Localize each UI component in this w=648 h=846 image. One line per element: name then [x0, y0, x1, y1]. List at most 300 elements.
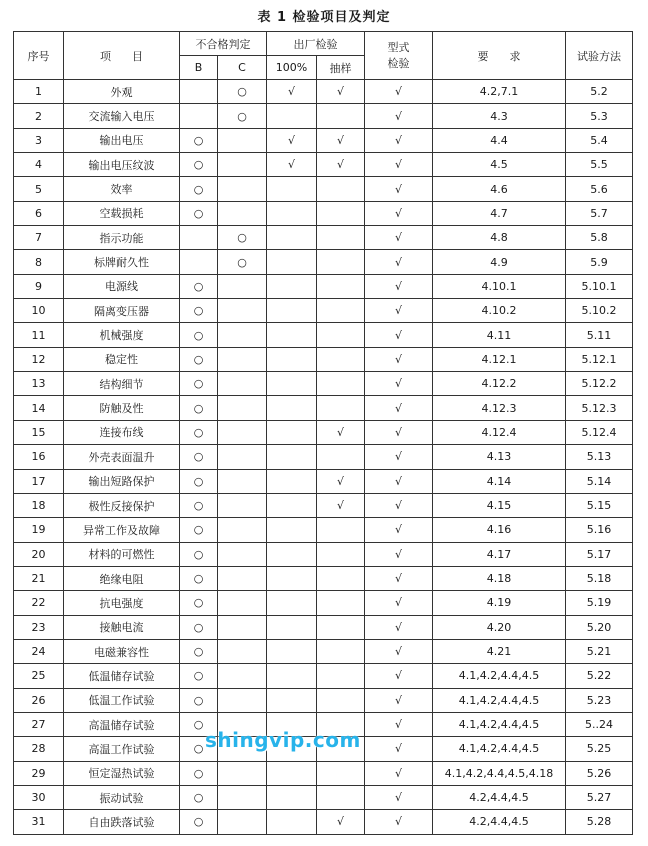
cell-seq: 1: [14, 80, 64, 104]
cell-factory-sample: [317, 761, 365, 785]
cell-type-inspection: √: [365, 737, 433, 761]
cell-factory-sample: [317, 542, 365, 566]
cell-item: 标牌耐久性: [64, 250, 180, 274]
header-defect-judgment: 不合格判定: [180, 32, 267, 56]
cell-defect-b: ○: [180, 372, 218, 396]
cell-factory-sample: √: [317, 80, 365, 104]
cell-test-method: 5.14: [566, 469, 633, 493]
cell-requirement: 4.9: [433, 250, 566, 274]
cell-defect-c: [218, 323, 267, 347]
cell-factory-100: [267, 274, 317, 298]
cell-type-inspection: √: [365, 615, 433, 639]
cell-defect-b: ○: [180, 323, 218, 347]
cell-factory-100: [267, 177, 317, 201]
cell-requirement: 4.12.1: [433, 347, 566, 371]
cell-seq: 26: [14, 688, 64, 712]
cell-type-inspection: √: [365, 566, 433, 590]
cell-type-inspection: √: [365, 323, 433, 347]
cell-defect-b: ○: [180, 712, 218, 736]
cell-factory-100: [267, 761, 317, 785]
cell-defect-c: [218, 469, 267, 493]
cell-type-inspection: √: [365, 177, 433, 201]
cell-factory-sample: [317, 274, 365, 298]
cell-type-inspection: √: [365, 104, 433, 128]
cell-factory-sample: [317, 347, 365, 371]
cell-test-method: 5.18: [566, 566, 633, 590]
cell-test-method: 5.2: [566, 80, 633, 104]
cell-test-method: 5.16: [566, 518, 633, 542]
cell-seq: 12: [14, 347, 64, 371]
cell-test-method: 5.10.2: [566, 299, 633, 323]
cell-seq: 23: [14, 615, 64, 639]
cell-requirement: 4.6: [433, 177, 566, 201]
cell-factory-sample: [317, 566, 365, 590]
cell-item: 输出电压纹波: [64, 153, 180, 177]
cell-seq: 9: [14, 274, 64, 298]
cell-type-inspection: √: [365, 688, 433, 712]
cell-factory-100: [267, 664, 317, 688]
cell-factory-sample: [317, 299, 365, 323]
cell-requirement: 4.7: [433, 201, 566, 225]
table-row: [14, 810, 633, 834]
cell-defect-b: ○: [180, 153, 218, 177]
table-row: [14, 664, 633, 688]
table-row: [14, 542, 633, 566]
cell-test-method: 5.25: [566, 737, 633, 761]
cell-type-inspection: √: [365, 299, 433, 323]
cell-factory-sample: [317, 177, 365, 201]
cell-defect-b: [180, 104, 218, 128]
cell-factory-sample: [317, 372, 365, 396]
cell-seq: 3: [14, 128, 64, 152]
table-row: [14, 153, 633, 177]
cell-seq: 21: [14, 566, 64, 590]
cell-requirement: 4.12.2: [433, 372, 566, 396]
cell-factory-100: [267, 445, 317, 469]
table-row: [14, 518, 633, 542]
cell-seq: 15: [14, 420, 64, 444]
cell-defect-c: [218, 396, 267, 420]
cell-test-method: 5.8: [566, 226, 633, 250]
table-row: [14, 396, 633, 420]
cell-defect-b: ○: [180, 396, 218, 420]
cell-seq: 28: [14, 737, 64, 761]
header-defect-b: B: [180, 56, 218, 80]
cell-defect-b: ○: [180, 639, 218, 663]
cell-defect-c: ○: [218, 250, 267, 274]
inspection-table: [13, 31, 633, 835]
cell-defect-c: [218, 615, 267, 639]
cell-seq: 31: [14, 810, 64, 834]
table-row: [14, 493, 633, 517]
cell-item: 高温工作试验: [64, 737, 180, 761]
cell-type-inspection: √: [365, 445, 433, 469]
cell-requirement: 4.18: [433, 566, 566, 590]
cell-test-method: 5.3: [566, 104, 633, 128]
cell-factory-sample: [317, 591, 365, 615]
table-header: [14, 32, 633, 80]
cell-requirement: 4.5: [433, 153, 566, 177]
cell-factory-sample: [317, 518, 365, 542]
cell-item: 输出电压: [64, 128, 180, 152]
cell-seq: 13: [14, 372, 64, 396]
cell-test-method: 5.21: [566, 639, 633, 663]
table-row: [14, 761, 633, 785]
cell-defect-c: [218, 761, 267, 785]
cell-requirement: 4.2,7.1: [433, 80, 566, 104]
cell-item: 隔离变压器: [64, 299, 180, 323]
cell-defect-b: ○: [180, 566, 218, 590]
cell-test-method: 5.11: [566, 323, 633, 347]
cell-item: 绝缘电阻: [64, 566, 180, 590]
cell-factory-100: [267, 250, 317, 274]
cell-type-inspection: √: [365, 226, 433, 250]
cell-factory-100: [267, 201, 317, 225]
watermark: shingvip.com: [205, 728, 361, 752]
cell-factory-sample: √: [317, 469, 365, 493]
table-row: [14, 469, 633, 493]
cell-factory-100: √: [267, 153, 317, 177]
cell-defect-b: ○: [180, 469, 218, 493]
cell-test-method: 5.12.1: [566, 347, 633, 371]
cell-seq: 4: [14, 153, 64, 177]
cell-requirement: 4.1,4.2,4.4,4.5: [433, 712, 566, 736]
table-row: [14, 299, 633, 323]
cell-seq: 24: [14, 639, 64, 663]
cell-test-method: 5.12.4: [566, 420, 633, 444]
cell-test-method: 5.26: [566, 761, 633, 785]
cell-test-method: 5.27: [566, 785, 633, 809]
cell-type-inspection: √: [365, 128, 433, 152]
cell-requirement: 4.3: [433, 104, 566, 128]
cell-defect-c: [218, 153, 267, 177]
cell-item: 输出短路保护: [64, 469, 180, 493]
cell-defect-c: [218, 785, 267, 809]
table-row: [14, 274, 633, 298]
cell-test-method: 5.6: [566, 177, 633, 201]
cell-defect-b: ○: [180, 201, 218, 225]
table-row: [14, 80, 633, 104]
cell-defect-c: [218, 688, 267, 712]
cell-defect-b: ○: [180, 299, 218, 323]
cell-type-inspection: √: [365, 396, 433, 420]
cell-factory-100: [267, 591, 317, 615]
cell-item: 异常工作及故障: [64, 518, 180, 542]
cell-seq: 25: [14, 664, 64, 688]
cell-factory-100: √: [267, 128, 317, 152]
cell-defect-b: ○: [180, 274, 218, 298]
cell-requirement: 4.12.4: [433, 420, 566, 444]
cell-defect-b: [180, 80, 218, 104]
cell-requirement: 4.1,4.2,4.4,4.5,4.18: [433, 761, 566, 785]
cell-item: 抗电强度: [64, 591, 180, 615]
cell-factory-100: [267, 347, 317, 371]
cell-item: 效率: [64, 177, 180, 201]
cell-requirement: 4.1,4.2,4.4,4.5: [433, 688, 566, 712]
cell-seq: 17: [14, 469, 64, 493]
cell-defect-b: ○: [180, 688, 218, 712]
cell-factory-100: [267, 104, 317, 128]
cell-test-method: 5.5: [566, 153, 633, 177]
cell-factory-sample: [317, 688, 365, 712]
table-row: [14, 201, 633, 225]
cell-requirement: 4.1,4.2,4.4,4.5: [433, 737, 566, 761]
cell-defect-c: ○: [218, 80, 267, 104]
cell-defect-b: ○: [180, 493, 218, 517]
cell-defect-c: [218, 420, 267, 444]
cell-factory-sample: √: [317, 153, 365, 177]
header-item: 项 目: [64, 32, 180, 80]
cell-defect-c: [218, 372, 267, 396]
table-row: [14, 226, 633, 250]
cell-type-inspection: √: [365, 639, 433, 663]
cell-factory-100: [267, 323, 317, 347]
cell-seq: 11: [14, 323, 64, 347]
cell-factory-sample: [317, 664, 365, 688]
cell-test-method: 5.17: [566, 542, 633, 566]
cell-factory-100: [267, 542, 317, 566]
cell-type-inspection: √: [365, 761, 433, 785]
table-title: 表 1 检验项目及判定: [257, 10, 391, 25]
cell-seq: 29: [14, 761, 64, 785]
cell-item: 外观: [64, 80, 180, 104]
cell-requirement: 4.8: [433, 226, 566, 250]
header-factory-sample: 抽样: [317, 56, 365, 80]
table-row: [14, 615, 633, 639]
cell-factory-100: [267, 396, 317, 420]
table-row: [14, 128, 633, 152]
cell-type-inspection: √: [365, 542, 433, 566]
cell-factory-100: [267, 518, 317, 542]
cell-test-method: 5.7: [566, 201, 633, 225]
cell-defect-c: [218, 591, 267, 615]
cell-defect-b: ○: [180, 445, 218, 469]
cell-factory-100: [267, 493, 317, 517]
cell-defect-b: ○: [180, 810, 218, 834]
cell-requirement: 4.13: [433, 445, 566, 469]
cell-type-inspection: √: [365, 274, 433, 298]
cell-seq: 10: [14, 299, 64, 323]
cell-type-inspection: √: [365, 518, 433, 542]
cell-seq: 6: [14, 201, 64, 225]
cell-test-method: 5.12.2: [566, 372, 633, 396]
cell-seq: 22: [14, 591, 64, 615]
cell-factory-100: [267, 372, 317, 396]
cell-defect-b: ○: [180, 737, 218, 761]
cell-type-inspection: √: [365, 810, 433, 834]
cell-factory-sample: [317, 615, 365, 639]
cell-type-inspection: √: [365, 201, 433, 225]
cell-seq: 8: [14, 250, 64, 274]
cell-type-inspection: √: [365, 664, 433, 688]
cell-test-method: 5.23: [566, 688, 633, 712]
cell-item: 振动试验: [64, 785, 180, 809]
cell-test-method: 5.12.3: [566, 396, 633, 420]
cell-defect-b: [180, 226, 218, 250]
cell-factory-100: [267, 299, 317, 323]
cell-item: 指示功能: [64, 226, 180, 250]
cell-item: 接触电流: [64, 615, 180, 639]
cell-seq: 27: [14, 712, 64, 736]
cell-seq: 14: [14, 396, 64, 420]
cell-defect-b: ○: [180, 177, 218, 201]
cell-factory-sample: [317, 445, 365, 469]
cell-defect-c: [218, 299, 267, 323]
cell-item: 电源线: [64, 274, 180, 298]
cell-type-inspection: √: [365, 80, 433, 104]
cell-type-inspection: √: [365, 712, 433, 736]
cell-test-method: 5.20: [566, 615, 633, 639]
cell-test-method: 5.15: [566, 493, 633, 517]
cell-defect-c: [218, 201, 267, 225]
cell-defect-c: [218, 177, 267, 201]
cell-defect-c: ○: [218, 226, 267, 250]
cell-requirement: 4.14: [433, 469, 566, 493]
cell-item: 电磁兼容性: [64, 639, 180, 663]
cell-factory-sample: [317, 201, 365, 225]
cell-item: 恒定湿热试验: [64, 761, 180, 785]
table-row: [14, 591, 633, 615]
cell-defect-b: ○: [180, 761, 218, 785]
cell-test-method: 5.9: [566, 250, 633, 274]
cell-item: 低温储存试验: [64, 664, 180, 688]
cell-seq: 30: [14, 785, 64, 809]
cell-defect-b: ○: [180, 785, 218, 809]
header-defect-c: C: [218, 56, 267, 80]
cell-requirement: 4.17: [433, 542, 566, 566]
cell-defect-c: [218, 274, 267, 298]
cell-test-method: 5.22: [566, 664, 633, 688]
table-row: [14, 323, 633, 347]
cell-item: 空载损耗: [64, 201, 180, 225]
table-row: [14, 420, 633, 444]
cell-type-inspection: √: [365, 347, 433, 371]
cell-factory-100: [267, 785, 317, 809]
cell-defect-c: [218, 128, 267, 152]
cell-test-method: 5..24: [566, 712, 633, 736]
table-row: [14, 566, 633, 590]
table-body: [14, 80, 633, 835]
cell-factory-sample: √: [317, 420, 365, 444]
cell-seq: 2: [14, 104, 64, 128]
table-row: [14, 177, 633, 201]
cell-seq: 7: [14, 226, 64, 250]
cell-defect-b: ○: [180, 420, 218, 444]
cell-item: 稳定性: [64, 347, 180, 371]
table-row: [14, 372, 633, 396]
cell-type-inspection: √: [365, 493, 433, 517]
cell-defect-c: [218, 639, 267, 663]
cell-test-method: 5.28: [566, 810, 633, 834]
cell-factory-100: [267, 420, 317, 444]
cell-factory-100: [267, 615, 317, 639]
cell-requirement: 4.10.1: [433, 274, 566, 298]
cell-type-inspection: √: [365, 372, 433, 396]
table-row: [14, 250, 633, 274]
cell-defect-b: ○: [180, 518, 218, 542]
cell-factory-100: √: [267, 80, 317, 104]
cell-factory-sample: [317, 396, 365, 420]
cell-requirement: 4.2,4.4,4.5: [433, 785, 566, 809]
cell-seq: 18: [14, 493, 64, 517]
cell-test-method: 5.13: [566, 445, 633, 469]
cell-defect-b: ○: [180, 664, 218, 688]
cell-seq: 19: [14, 518, 64, 542]
table-row: [14, 688, 633, 712]
cell-requirement: 4.12.3: [433, 396, 566, 420]
cell-item: 结构细节: [64, 372, 180, 396]
cell-item: 材料的可燃性: [64, 542, 180, 566]
cell-requirement: 4.19: [433, 591, 566, 615]
cell-type-inspection: √: [365, 153, 433, 177]
cell-item: 机械强度: [64, 323, 180, 347]
cell-item: 高温储存试验: [64, 712, 180, 736]
table-row: [14, 104, 633, 128]
table-row: [14, 347, 633, 371]
cell-requirement: 4.16: [433, 518, 566, 542]
cell-requirement: 4.1,4.2,4.4,4.5: [433, 664, 566, 688]
header-factory-100: 100%: [267, 56, 317, 80]
cell-item: 自由跌落试验: [64, 810, 180, 834]
cell-type-inspection: √: [365, 591, 433, 615]
cell-defect-c: [218, 493, 267, 517]
cell-requirement: 4.11: [433, 323, 566, 347]
cell-factory-sample: √: [317, 128, 365, 152]
cell-defect-b: [180, 250, 218, 274]
cell-test-method: 5.19: [566, 591, 633, 615]
cell-defect-c: [218, 664, 267, 688]
cell-item: 交流输入电压: [64, 104, 180, 128]
cell-factory-sample: [317, 250, 365, 274]
cell-factory-100: [267, 566, 317, 590]
cell-factory-100: [267, 639, 317, 663]
cell-factory-sample: √: [317, 810, 365, 834]
table-row: [14, 639, 633, 663]
cell-seq: 20: [14, 542, 64, 566]
cell-factory-sample: [317, 104, 365, 128]
cell-factory-sample: [317, 785, 365, 809]
cell-requirement: 4.4: [433, 128, 566, 152]
cell-requirement: 4.15: [433, 493, 566, 517]
cell-defect-c: ○: [218, 104, 267, 128]
cell-factory-sample: [317, 323, 365, 347]
cell-defect-c: [218, 542, 267, 566]
cell-defect-b: ○: [180, 591, 218, 615]
header-factory-inspection: 出厂检验: [267, 32, 365, 56]
cell-defect-c: [218, 566, 267, 590]
cell-requirement: 4.21: [433, 639, 566, 663]
table-row: [14, 785, 633, 809]
cell-defect-c: [218, 810, 267, 834]
cell-type-inspection: √: [365, 420, 433, 444]
cell-seq: 16: [14, 445, 64, 469]
table-row: [14, 445, 633, 469]
cell-item: 低温工作试验: [64, 688, 180, 712]
cell-type-inspection: √: [365, 469, 433, 493]
cell-test-method: 5.4: [566, 128, 633, 152]
cell-defect-b: ○: [180, 347, 218, 371]
cell-factory-100: [267, 226, 317, 250]
cell-item: 极性反接保护: [64, 493, 180, 517]
cell-factory-100: [267, 469, 317, 493]
cell-type-inspection: √: [365, 785, 433, 809]
cell-defect-c: [218, 518, 267, 542]
cell-requirement: 4.20: [433, 615, 566, 639]
cell-factory-100: [267, 810, 317, 834]
header-requirement: 要 求: [433, 32, 566, 80]
cell-test-method: 5.10.1: [566, 274, 633, 298]
cell-item: 外壳表面温升: [64, 445, 180, 469]
